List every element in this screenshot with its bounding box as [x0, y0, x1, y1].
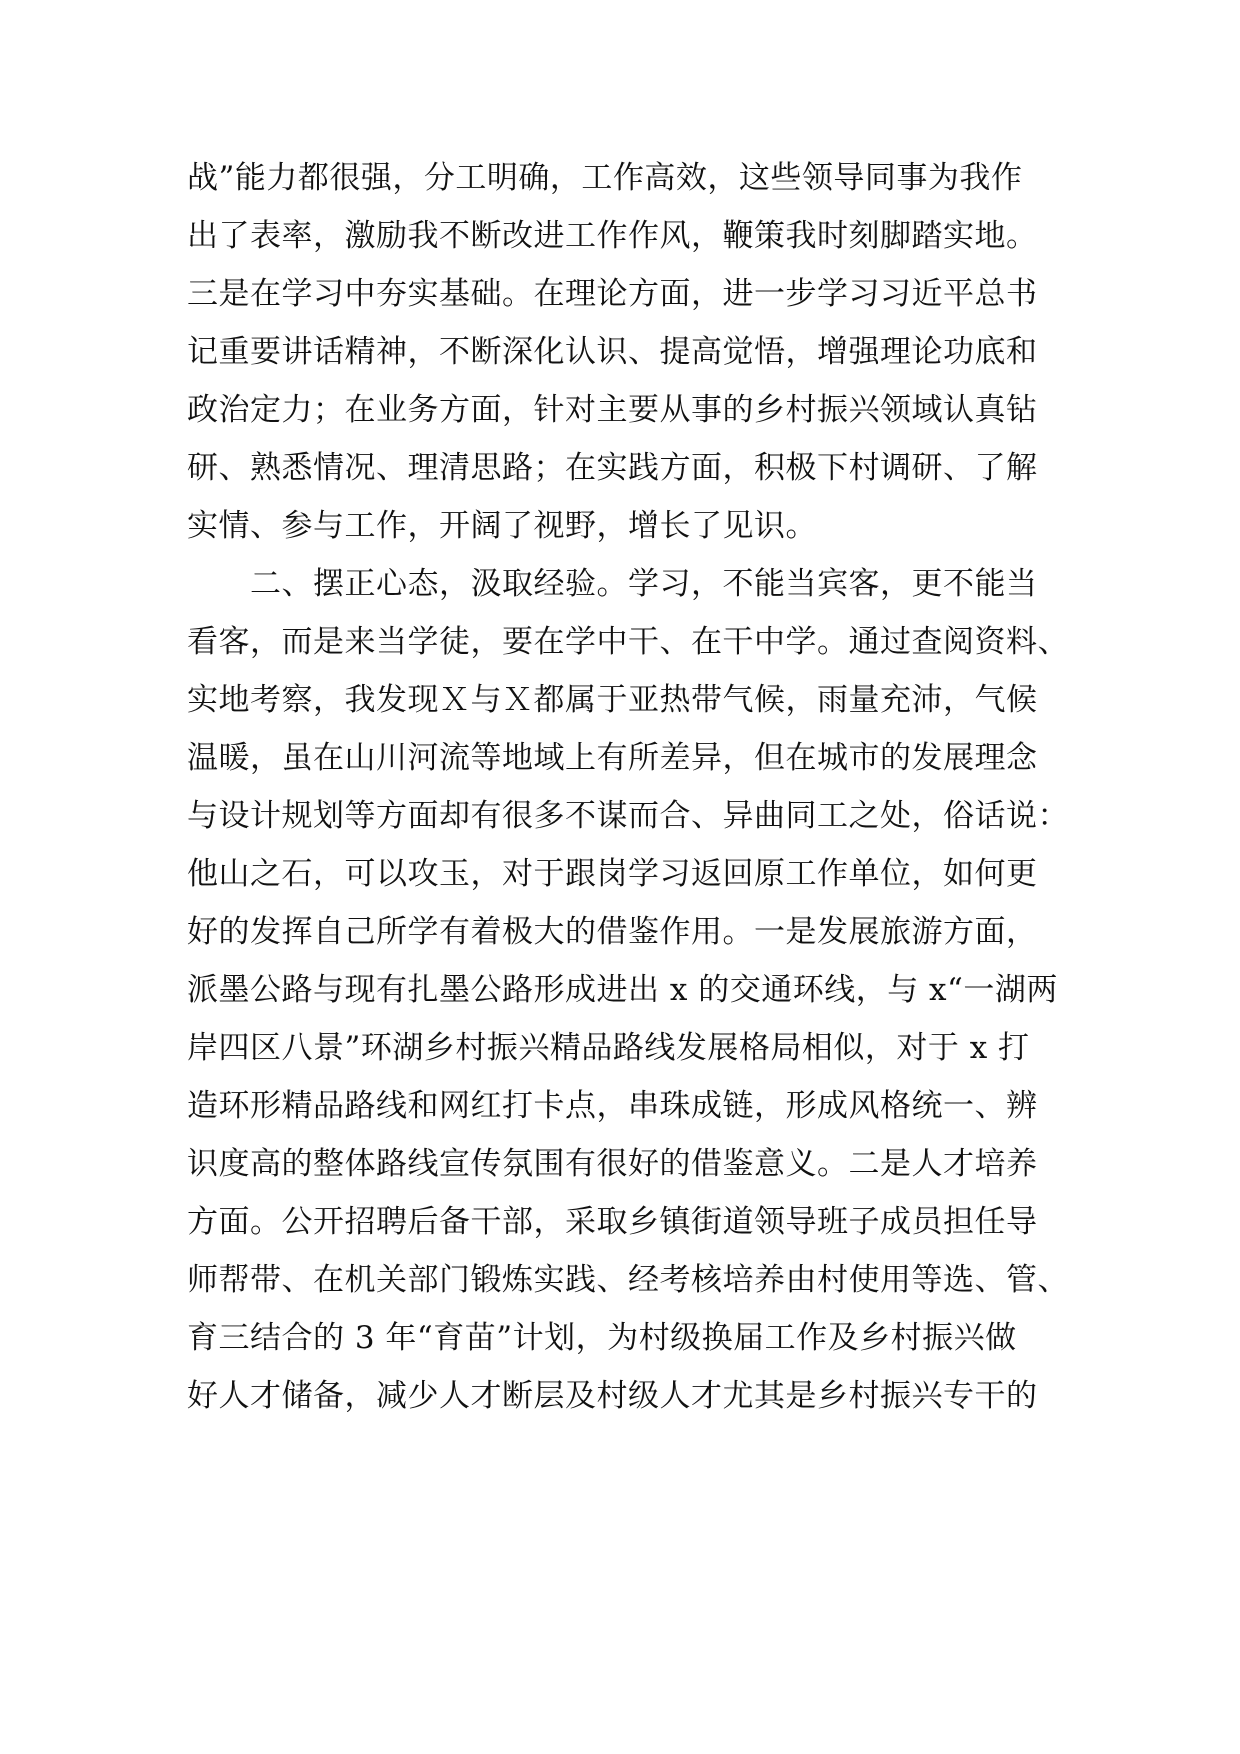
body-text-line: 好人才储备，减少人才断层及村级人才尤其是乡村振兴专干的 — [187, 1378, 1038, 1414]
body-text-line: 温暖，虽在山川河流等地域上有所差异，但在城市的发展理念 — [187, 740, 1038, 776]
body-text-line: 研、熟悉情况、理清思路；在实践方面，积极下村调研、了解 — [187, 450, 1038, 486]
body-text-line: 方面。公开招聘后备干部，采取乡镇街道领导班子成员担任导 — [187, 1204, 1038, 1240]
body-text-line: 三是在学习中夯实基础。在理论方面，进一步学习习近平总书 — [187, 276, 1038, 312]
body-text-line: 战”能力都很强，分工明确，工作高效，这些领导同事为我作 — [187, 160, 1023, 196]
body-text-line: 他山之石，可以攻玉，对于跟岗学习返回原工作单位，如何更 — [187, 856, 1038, 892]
body-text-line: 与设计规划等方面却有很多不谋而合、异曲同工之处，俗话说： — [187, 798, 1069, 834]
body-text-line: 育三结合的 3 年“育苗”计划，为村级换届工作及乡村振兴做 — [187, 1320, 1017, 1356]
body-text-line: 师帮带、在机关部门锻炼实践、经考核培养由村使用等选、管、 — [187, 1262, 1069, 1298]
body-text-line: 派墨公路与现有扎墨公路形成进出 x 的交通环线，与 x“一湖两 — [187, 972, 1058, 1008]
body-text-line: 记重要讲话精神，不断深化认识、提高觉悟，增强理论功底和 — [187, 334, 1038, 370]
body-text-line: 出了表率，激励我不断改进工作作风，鞭策我时刻脚踏实地。 — [187, 218, 1038, 254]
section-heading-line: 二、摆正心态，汲取经验。学习，不能当宾客，更不能当 — [187, 566, 1038, 602]
body-text-line: 看客，而是来当学徒，要在学中干、在干中学。通过查阅资料、 — [187, 624, 1069, 660]
body-text-line: 造环形精品路线和网红打卡点，串珠成链，形成风格统一、辨 — [187, 1088, 1038, 1124]
body-text-line: 实情、参与工作，开阔了视野，增长了见识。 — [187, 508, 817, 544]
body-text-line: 识度高的整体路线宣传氛围有很好的借鉴意义。二是人才培养 — [187, 1146, 1038, 1182]
body-text-line: 实地考察，我发现Ｘ与Ｘ都属于亚热带气候，雨量充沛，气候 — [187, 682, 1038, 718]
body-text-line: 政治定力；在业务方面，针对主要从事的乡村振兴领域认真钻 — [187, 392, 1038, 428]
body-text-line: 岸四区八景”环湖乡村振兴精品路线发展格局相似，对于 x 打 — [187, 1030, 1030, 1066]
body-text-line: 好的发挥自己所学有着极大的借鉴作用。一是发展旅游方面， — [187, 914, 1038, 950]
